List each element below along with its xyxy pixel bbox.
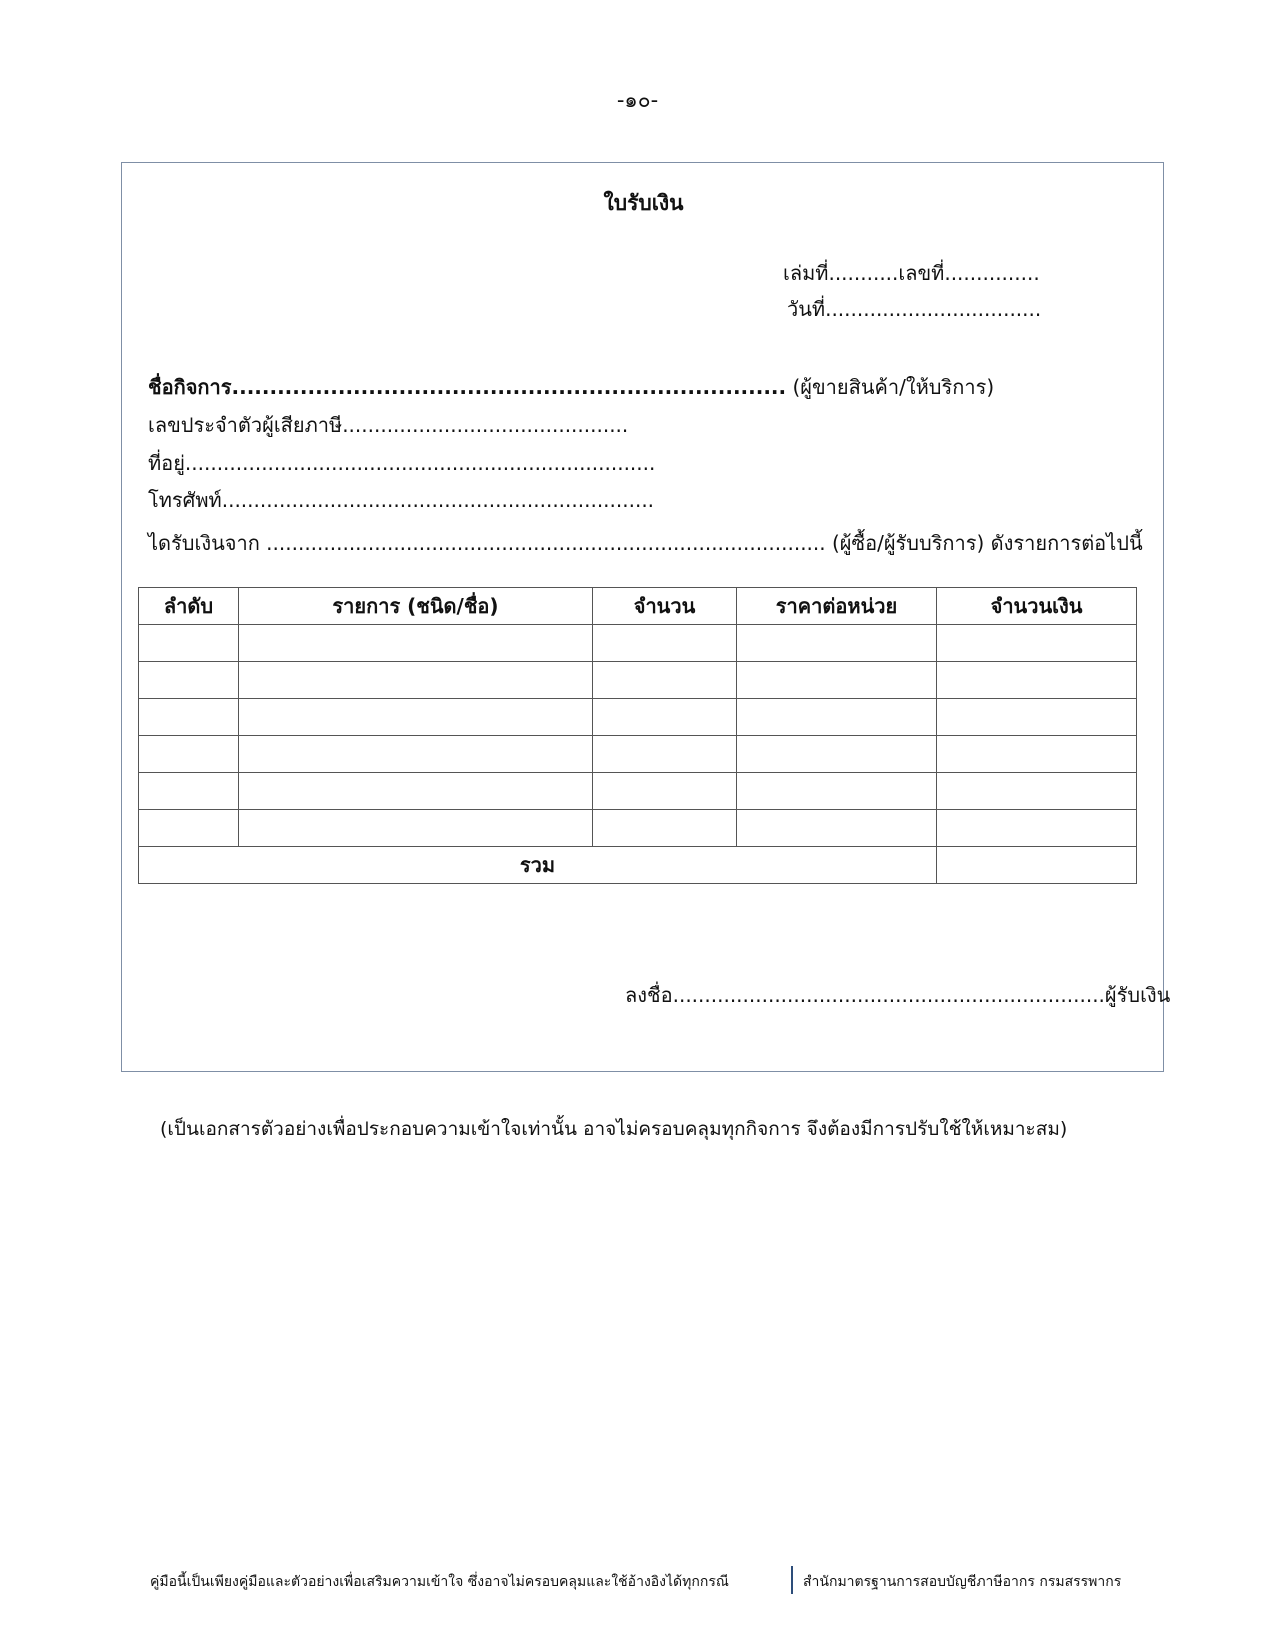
footer-organization: สำนักมาตรฐานการสอบบัญชีภาษีอากร กรมสรรพากร <box>803 1574 1122 1590</box>
items-table <box>138 587 1137 884</box>
table-row <box>139 810 1137 847</box>
business-name-label: ชื่อกิจการ......................................................................... <box>148 375 787 399</box>
table-cell <box>239 699 593 736</box>
header-quantity: จำนวน <box>593 588 737 625</box>
table-cell <box>593 662 737 699</box>
total-label: รวม <box>139 847 937 884</box>
disclaimer-note: (เป็นเอกสารตัวอย่างเพื่อประกอบความเข้าใจเท่านั้น อาจไม่ครอบคลุมทุกกิจการ จึงต้องมีการปรับใช้ให้เหมาะสม) <box>160 1118 1068 1140</box>
business-name-suffix: (ผู้ขายสินค้า/ให้บริการ) <box>792 375 995 399</box>
table-cell <box>239 662 593 699</box>
table-cell <box>593 773 737 810</box>
table-cell <box>593 736 737 773</box>
header-amount: จำนวนเงิน <box>937 588 1137 625</box>
table-cell <box>139 662 239 699</box>
table-cell <box>937 773 1137 810</box>
header-order: ลำดับ <box>139 588 239 625</box>
table-cell <box>737 773 937 810</box>
header-item: รายการ (ชนิด/ชื่อ) <box>239 588 593 625</box>
receipt-form <box>121 162 1171 1072</box>
table-cell <box>139 810 239 847</box>
table-cell <box>239 810 593 847</box>
table-cell <box>737 662 937 699</box>
business-name-row <box>148 371 994 403</box>
table-cell <box>139 736 239 773</box>
address-field: ที่อยู่.......................................................................... <box>148 451 656 475</box>
table-row <box>139 736 1137 773</box>
tax-id-field: เลขประจำตัวผู้เสียภาษี............................................. <box>148 413 629 437</box>
table-cell <box>937 699 1137 736</box>
table-total-row <box>139 847 1137 884</box>
table-cell <box>239 773 593 810</box>
table-cell <box>139 699 239 736</box>
phone-field: โทรศัพท์.................................................................... <box>148 488 655 512</box>
receipt-title: ใบรับเงิน <box>603 191 684 215</box>
table-cell <box>937 810 1137 847</box>
table-cell <box>139 773 239 810</box>
table-cell <box>593 810 737 847</box>
signature-line: ลงชื่อ....................................................................ผู้รับเงิน <box>625 983 1171 1007</box>
table-cell <box>737 736 937 773</box>
header-unit-price: ราคาต่อหน่วย <box>737 588 937 625</box>
footer-divider <box>791 1566 793 1594</box>
total-value-cell <box>937 847 1137 884</box>
table-header-row <box>139 588 1137 625</box>
table-row <box>139 699 1137 736</box>
table-row <box>139 625 1137 662</box>
table-cell <box>737 810 937 847</box>
date-field: วันที่.................................. <box>787 297 1042 321</box>
table-cell <box>593 625 737 662</box>
table-cell <box>937 736 1137 773</box>
table-cell <box>937 625 1137 662</box>
table-cell <box>139 625 239 662</box>
table-row <box>139 662 1137 699</box>
page-number: -๑๐- <box>616 88 659 112</box>
table-cell <box>737 699 937 736</box>
book-number-field: เล่มที่...........เลขที่............... <box>783 261 1040 285</box>
table-cell <box>239 736 593 773</box>
table-cell <box>593 699 737 736</box>
received-from-field: ไดรับเงินจาก ........................................................................................ (ผู้ซื้อ/ผู้รับบริการ) ดังรายการต่อไปนี้ <box>148 531 1143 555</box>
table-cell <box>239 625 593 662</box>
table-cell <box>737 625 937 662</box>
table-cell <box>937 662 1137 699</box>
footer-disclaimer: คู่มือนี้เป็นเพียงคู่มือและตัวอย่างเพื่อเสริมความเข้าใจ ซึ่งอาจไม่ครอบคลุมและใช้อ้างอิงได้ทุกกรณี <box>150 1574 729 1590</box>
table-row <box>139 773 1137 810</box>
